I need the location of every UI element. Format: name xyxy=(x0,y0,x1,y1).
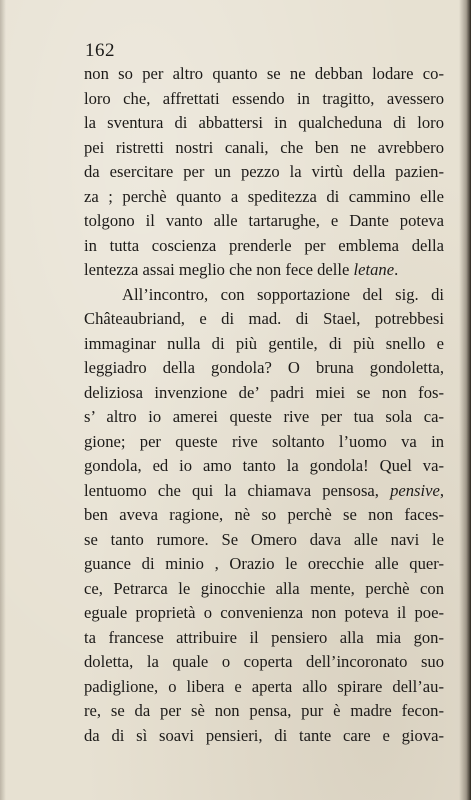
text-run: padiglione, o libera e aperta allo spirare dell’au- xyxy=(84,676,444,696)
page-right-edge xyxy=(459,0,471,800)
text-line xyxy=(84,209,444,234)
text-run: . xyxy=(394,260,399,279)
text-line xyxy=(84,675,444,700)
text-run: All’incontro, con sopportazione del sig. di xyxy=(122,284,444,304)
text-run: pei ristretti nostri canali, che ben ne avrebbero xyxy=(84,137,444,157)
text-run: guance di minio , Orazio le orecchie alle quer- xyxy=(84,554,444,573)
text-run: da di sì soavi pensieri, di tante care e giova- xyxy=(84,725,444,745)
text-line xyxy=(84,62,444,87)
text-run: da esercitare per un pezzo la virtù della pazien- xyxy=(84,162,444,181)
text-run: gione; per queste rive soltanto l’uomo va in xyxy=(84,431,444,451)
text-line xyxy=(84,699,444,724)
text-run: lentuomo che qui la chiamava pensosa, xyxy=(84,480,391,500)
text-run: ce, Petrarca le ginocchie alla mente, perchè con xyxy=(84,578,444,598)
italic-word: pensive xyxy=(390,480,440,500)
text-line xyxy=(84,724,444,749)
text-run: re, se da per sè non pensa, pur è madre fecon- xyxy=(84,701,444,720)
text-line xyxy=(84,136,444,161)
text-line xyxy=(84,626,444,651)
text-line xyxy=(84,283,444,308)
page-left-shadow xyxy=(0,0,6,800)
italic-word: letane xyxy=(353,260,395,279)
text-line xyxy=(84,479,444,504)
text-run: leggiadro della gondola? O bruna gondoletta, xyxy=(84,358,444,377)
text-line xyxy=(84,356,444,381)
text-line xyxy=(84,111,444,136)
text-run: loro che, affrettati essendo in tragitto, avessero xyxy=(84,88,444,108)
text-line xyxy=(84,430,444,455)
text-line xyxy=(84,552,444,577)
text-run: ben aveva ragione, nè so perchè se non faces- xyxy=(84,505,444,524)
text-line xyxy=(84,405,444,430)
text-run: non so per altro quanto se ne debban lodare co- xyxy=(84,64,444,83)
page-number: 162 xyxy=(85,40,115,61)
text-run: za ; perchè quanto a speditezza di cammino elle xyxy=(84,186,444,206)
text-run: eguale proprietà o convenienza non poteva il poe- xyxy=(84,603,444,622)
text-run: , xyxy=(439,480,444,500)
text-line xyxy=(84,650,444,675)
body-text xyxy=(84,62,444,748)
text-line xyxy=(84,307,444,332)
text-line xyxy=(84,381,444,406)
text-run: deliziosa invenzione de’ padri miei se non fos- xyxy=(84,382,444,402)
text-line xyxy=(84,332,444,357)
text-run: la sventura di abbattersi in qualcheduna di loro xyxy=(84,113,444,132)
text-line xyxy=(84,87,444,112)
text-line xyxy=(84,160,444,185)
text-run: immaginar nulla di più gentile, di più snello e xyxy=(84,333,444,353)
text-run: tolgono il vanto alle tartarughe, e Dante poteva xyxy=(84,211,444,230)
text-line xyxy=(84,601,444,626)
text-line xyxy=(84,258,444,283)
text-line xyxy=(84,577,444,602)
text-run: gondola, ed io amo tanto la gondola! Quel va- xyxy=(84,456,444,475)
text-line xyxy=(84,234,444,259)
text-line xyxy=(84,454,444,479)
text-run: lentezza assai meglio che non fece delle xyxy=(84,260,354,279)
text-line xyxy=(84,528,444,553)
text-run: ta francese attribuire il pensiero alla mia gon- xyxy=(84,627,444,647)
text-line xyxy=(84,503,444,528)
text-run: s’ altro io amerei queste rive per tua sola ca- xyxy=(84,407,444,426)
text-run: Châteaubriand, e di mad. di Stael, potrebbesi xyxy=(84,309,444,328)
text-run: doletta, la quale o coperta dell’incoronato suo xyxy=(84,652,444,671)
text-run: se tanto rumore. Se Omero dava alle navi le xyxy=(84,529,444,549)
text-run: in tutta coscienza prenderle per emblema della xyxy=(84,235,444,255)
text-line xyxy=(84,185,444,210)
